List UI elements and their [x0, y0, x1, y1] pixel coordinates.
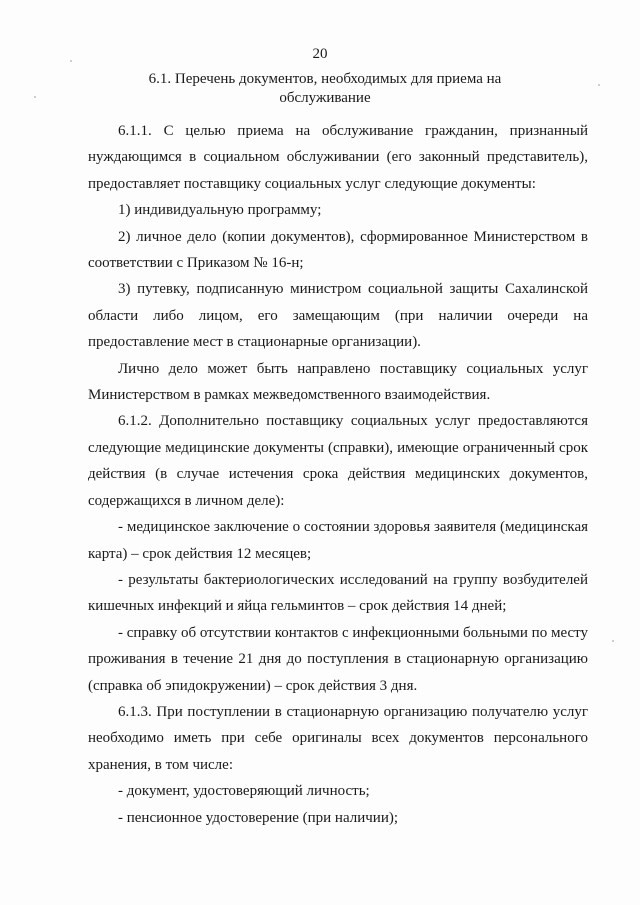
document-body — [88, 118, 588, 831]
paragraph: Лично дело может быть направлено поставщику социальных услуг Министерством в рамках межведомственного взаимодействия. — [88, 360, 588, 404]
scan-speck — [34, 96, 36, 98]
paragraph: - справку об отсутствии контактов с инфекционными больными по месту проживания в течение 21 дня до поступления в стационарную организацию (справка об эпидокружении) – срок действия 3 дня. — [88, 624, 588, 694]
paragraph: 2) личное дело (копии документов), сформированное Министерством в соответствии с Приказом № 16-н; — [88, 228, 588, 272]
paragraph: 6.1.3. При поступлении в стационарную организацию получателю услуг необходимо иметь при себе оригиналы всех документов персонального хранения, в том числе: — [88, 703, 588, 773]
paragraph: 3) путевку, подписанную министром социальной защиты Сахалинской области либо лицом, его замещающим (при наличии очереди на предоставление мест в стационарные организации). — [88, 281, 588, 351]
paragraph: - медицинское заключение о состоянии здоровья заявителя (медицинская карта) – срок действия 12 месяцев; — [88, 519, 588, 562]
paragraph: - документ, удостоверяющий личность; — [118, 783, 370, 800]
paragraph: 6.1.2. Дополнительно поставщику социальных услуг предоставляются следующие медицинские документы (справки), имеющие ограниченный срок действия (в случае истечения срока действия медицинских документов, содержащихся в личном деле): — [88, 413, 588, 509]
scan-speck — [598, 84, 600, 86]
paragraph: 6.1.1. С целью приема на обслуживание гражданин, признанный нуждающимся в социальном обслуживании (его законный представитель), предоставляет поставщику социальных услуг следующие документы: — [88, 123, 588, 192]
paragraph: - результаты бактериологических исследований на группу возбудителей кишечных инфекций и яйца гельминтов – срок действия 14 дней; — [88, 571, 588, 615]
paragraph: 1) индивидуальную программу; — [118, 202, 322, 219]
page-number: 20 — [312, 46, 328, 62]
scan-speck — [612, 640, 614, 642]
section-heading: 6.1. Перечень документов, необходимых для приема на обслуживание — [148, 71, 502, 106]
paragraph: - пенсионное удостоверение (при наличии); — [118, 809, 399, 826]
